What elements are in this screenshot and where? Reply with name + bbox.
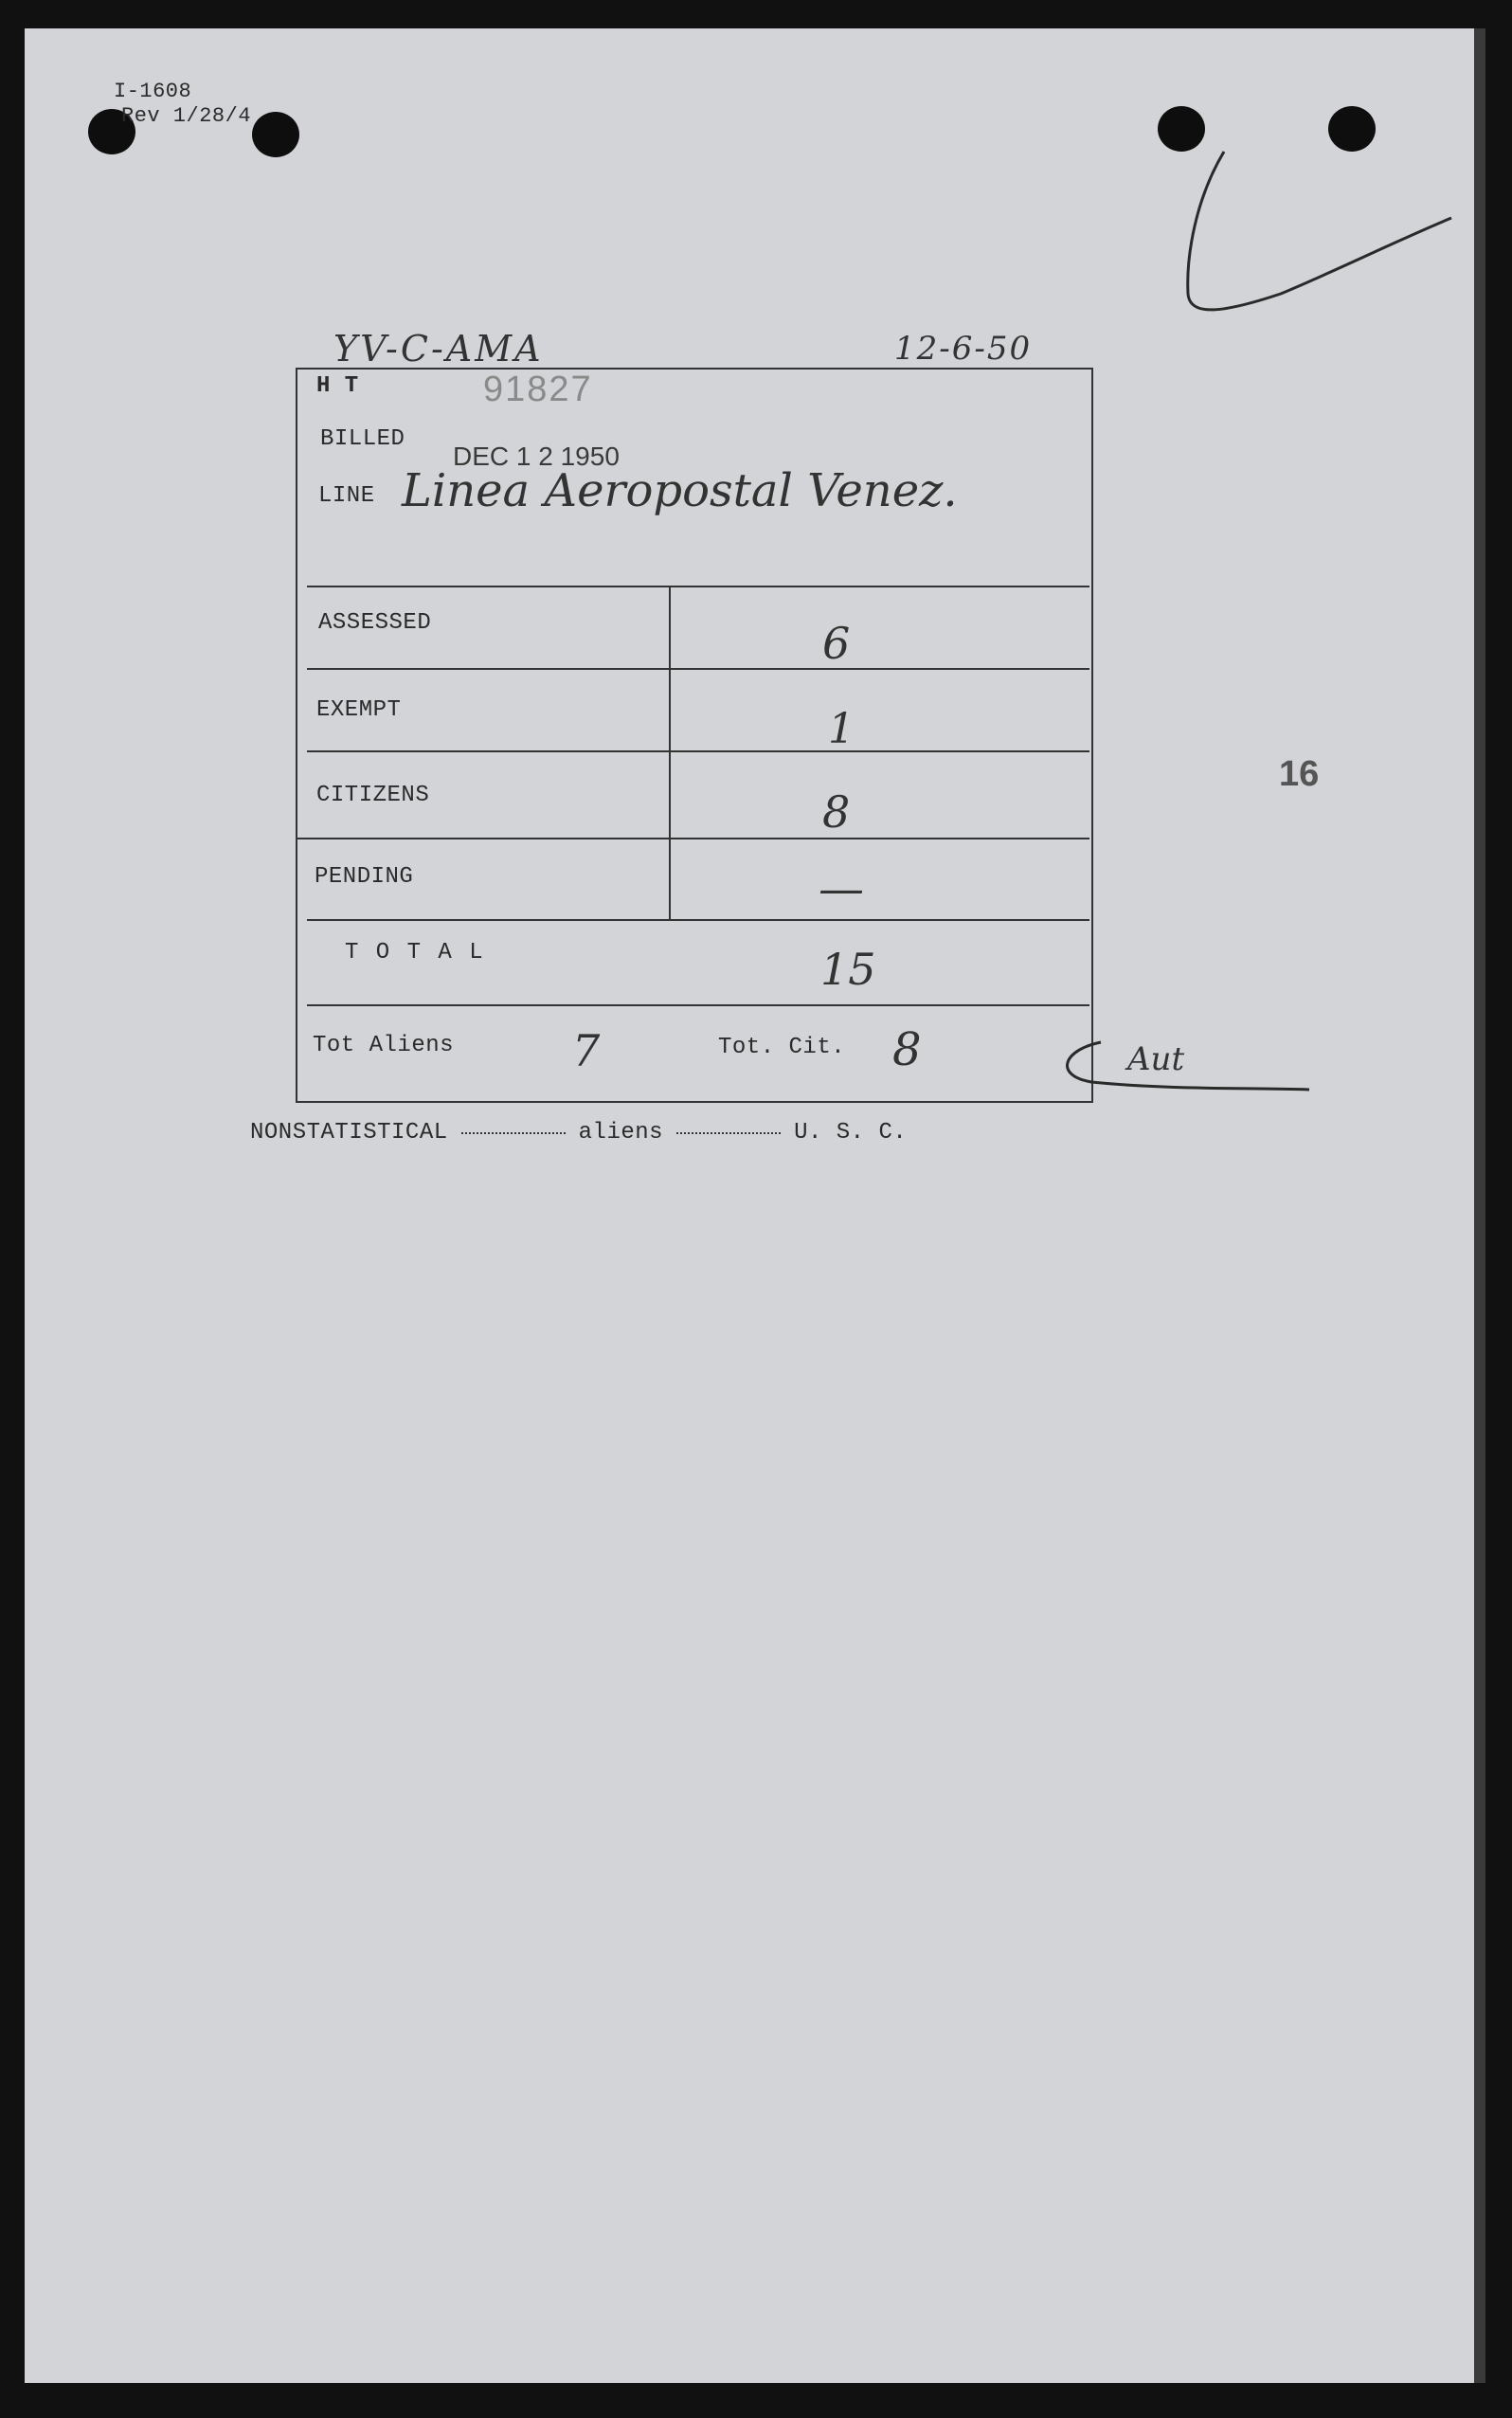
line-label: LINE: [318, 483, 375, 509]
check-mark-icon: [1167, 142, 1470, 351]
row-separator: [307, 1004, 1089, 1006]
manifest-form-box: [296, 368, 1093, 1103]
usc-blank: [676, 1132, 781, 1134]
pending-label: PENDING: [315, 864, 414, 890]
aliens-label: aliens: [578, 1120, 664, 1146]
citizens-label: CITIZENS: [316, 783, 430, 808]
citizens-value: 8: [822, 786, 851, 838]
ht-label: H T: [316, 373, 359, 399]
date-handwritten: 12-6-50: [894, 330, 1033, 368]
row-separator: [307, 586, 1089, 587]
side-page-number: 16: [1279, 754, 1320, 794]
total-value: 15: [820, 944, 876, 995]
column-separator: [669, 587, 671, 919]
row-separator: [307, 919, 1089, 921]
registration-handwritten: YV-C-AMA: [333, 328, 544, 370]
total-label: T O T A L: [345, 940, 485, 965]
row-separator: [307, 750, 1089, 752]
tot-aliens-value: 7: [572, 1025, 601, 1076]
billed-label: BILLED: [320, 426, 405, 452]
tot-cit-label: Tot. Cit.: [718, 1035, 846, 1060]
form-revision: Rev 1/28/4: [121, 104, 252, 128]
nonstatistical-line: [250, 1120, 907, 1146]
line-value-handwritten: Linea Aeropostal Venez.: [402, 464, 958, 517]
assessed-value: 6: [822, 618, 851, 669]
billed-date-stamp: DEC 1 2 1950: [453, 442, 620, 471]
row-separator: [297, 838, 1089, 839]
exempt-value: 1: [828, 705, 855, 753]
page-edge: [1474, 28, 1485, 2383]
form-number: I-1608: [114, 80, 192, 103]
usc-label: U. S. C.: [794, 1120, 908, 1146]
punch-hole-left-2: [252, 112, 299, 157]
tot-aliens-label: Tot Aliens: [313, 1033, 455, 1058]
exempt-label: EXEMPT: [316, 697, 402, 723]
assessed-label: ASSESSED: [318, 610, 432, 636]
ht-number: 91827: [483, 370, 593, 409]
pending-value: —: [819, 862, 864, 915]
row-separator: [307, 668, 1089, 670]
nonstatistical-aliens-blank: [461, 1132, 566, 1134]
nonstatistical-label: NONSTATISTICAL: [250, 1120, 448, 1146]
initials-signature: Aut: [1127, 1040, 1185, 1078]
tot-cit-value: 8: [892, 1023, 922, 1076]
signature-flourish: [1053, 1023, 1328, 1099]
